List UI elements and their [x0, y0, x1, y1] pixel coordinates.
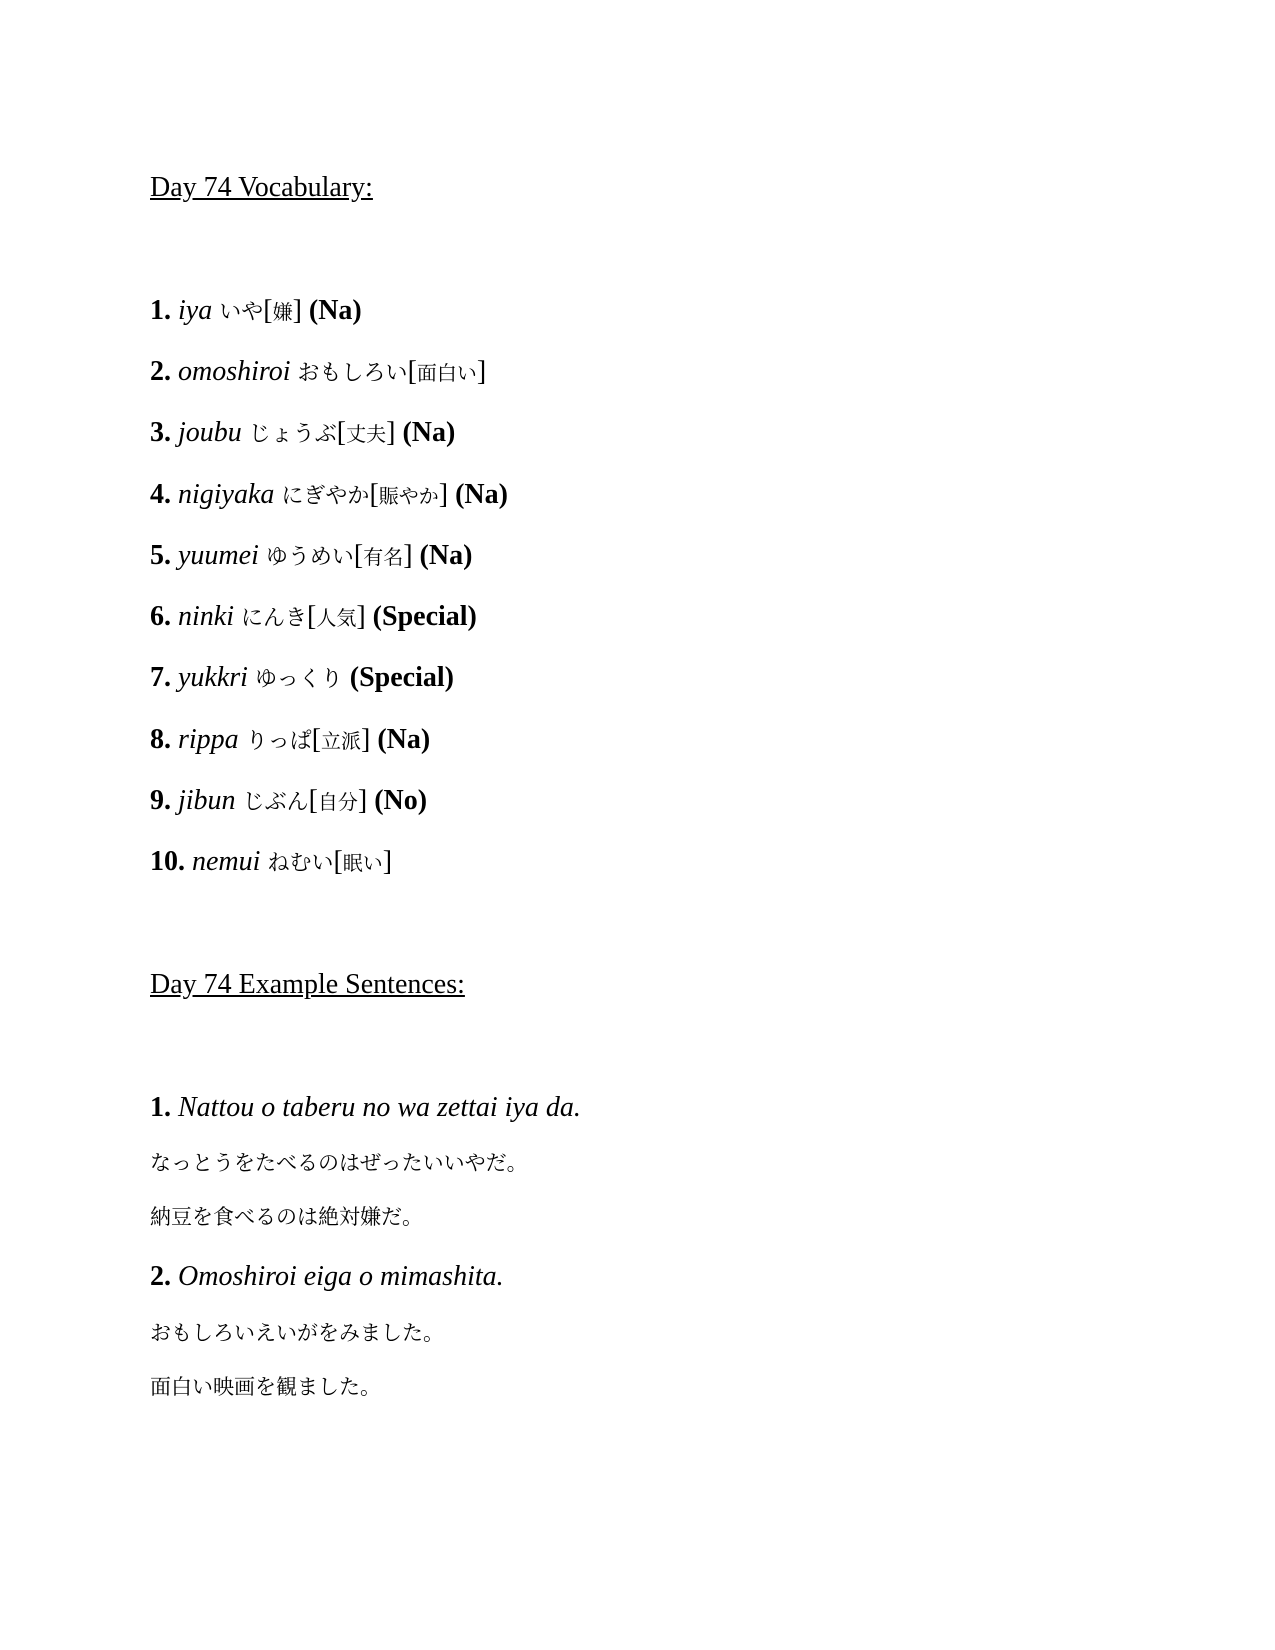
vocab-item: 8. rippa りっぱ[立派] (Na): [150, 724, 431, 755]
vocab-kana: ゆうめい: [265, 545, 354, 570]
vocab-tag: (Special): [349, 662, 454, 693]
vocab-romaji: jibun: [178, 785, 236, 816]
vocab-kanji: 自分: [317, 790, 358, 814]
vocab-kana: りっぱ: [245, 729, 312, 754]
vocab-romaji: yukkri: [178, 662, 248, 693]
vocab-tag: (Na): [402, 417, 456, 448]
sentence-kana: なっとうをたべるのはぜったいいやだ。: [150, 1151, 528, 1175]
vocab-number: 7.: [150, 662, 171, 693]
vocab-item: 6. ninki にんき[人気] (Special): [150, 601, 477, 632]
vocab-number: 10.: [150, 846, 185, 877]
vocab-kana: じぶん: [242, 790, 309, 815]
vocab-kanji: 賑やか: [378, 484, 439, 508]
sentence-number: 1.: [150, 1092, 171, 1123]
sentences-heading: Day 74 Example Sentences:: [150, 969, 465, 1000]
vocab-tag: (Special): [372, 601, 477, 632]
sentence-romaji: Omoshiroi eiga o mimashita.: [178, 1261, 504, 1292]
vocab-item: 5. yuumei ゆうめい[有名] (Na): [150, 540, 473, 571]
sentence-kanji: 納豆を食べるのは絶対嫌だ。: [150, 1205, 423, 1229]
vocabulary-heading: Day 74 Vocabulary:: [150, 172, 373, 203]
vocab-kanji: 人気: [316, 606, 357, 630]
vocab-kanji: 面白い: [416, 361, 477, 385]
vocab-item: 4. nigiyaka にぎやか[賑やか] (Na): [150, 479, 508, 510]
vocab-romaji: omoshiroi: [178, 356, 291, 387]
vocab-tag: (Na): [455, 479, 508, 510]
sentence-romaji-line: [150, 1094, 581, 1122]
vocab-number: 6.: [150, 601, 171, 632]
vocab-number: 9.: [150, 785, 171, 816]
vocab-kana: にぎやか: [281, 484, 370, 509]
vocab-kanji: 有名: [363, 545, 404, 569]
vocab-number: 3.: [150, 417, 171, 448]
vocab-number: 1.: [150, 295, 171, 326]
vocab-kana: ゆっくり: [254, 667, 343, 692]
vocab-kanji: 丈夫: [346, 422, 387, 446]
vocab-item: 2. omoshiroi おもしろい[面白い]: [150, 356, 487, 387]
vocab-number: 8.: [150, 724, 171, 755]
vocab-number: 5.: [150, 540, 171, 571]
vocab-tag: (Na): [308, 295, 362, 326]
vocab-item: 1. iya いや[嫌] (Na): [150, 295, 362, 326]
vocab-romaji: yuumei: [178, 540, 259, 571]
sentence-number: 2.: [150, 1261, 171, 1292]
vocab-kana: にんき: [241, 606, 308, 631]
vocab-number: 4.: [150, 479, 171, 510]
vocab-tag: (No): [374, 785, 428, 816]
sentence-romaji-line: [150, 1263, 504, 1291]
sentence-romaji: Nattou o taberu no wa zettai iya da.: [178, 1092, 581, 1123]
vocab-tag: (Na): [377, 724, 431, 755]
vocab-item: 3. joubu じょうぶ[丈夫] (Na): [150, 417, 456, 448]
vocab-kana: ねむい: [267, 851, 334, 876]
vocab-romaji: ninki: [178, 601, 234, 632]
vocab-kana: いや: [219, 300, 264, 325]
vocab-item: 10. nemui ねむい[眠い]: [150, 846, 393, 877]
vocab-tag: (Na): [419, 540, 473, 571]
vocab-romaji: joubu: [178, 417, 242, 448]
sentence-kana: おもしろいえいがをみました。: [150, 1321, 444, 1345]
vocab-romaji: nemui: [192, 846, 261, 877]
vocab-romaji: nigiyaka: [178, 479, 275, 510]
vocab-kanji: 嫌: [272, 300, 293, 324]
vocab-kana: じょうぶ: [248, 422, 337, 447]
sentence-kanji: 面白い映画を観ました。: [150, 1375, 381, 1399]
vocab-item: 9. jibun じぶん[自分] (No): [150, 785, 428, 816]
vocab-romaji: iya: [178, 295, 213, 326]
vocab-number: 2.: [150, 356, 171, 387]
vocab-kanji: 眠い: [342, 851, 383, 875]
vocab-kanji: 立派: [321, 729, 362, 753]
vocab-romaji: rippa: [178, 724, 239, 755]
vocab-item: [150, 664, 454, 692]
vocab-kana: おもしろい: [297, 361, 408, 386]
